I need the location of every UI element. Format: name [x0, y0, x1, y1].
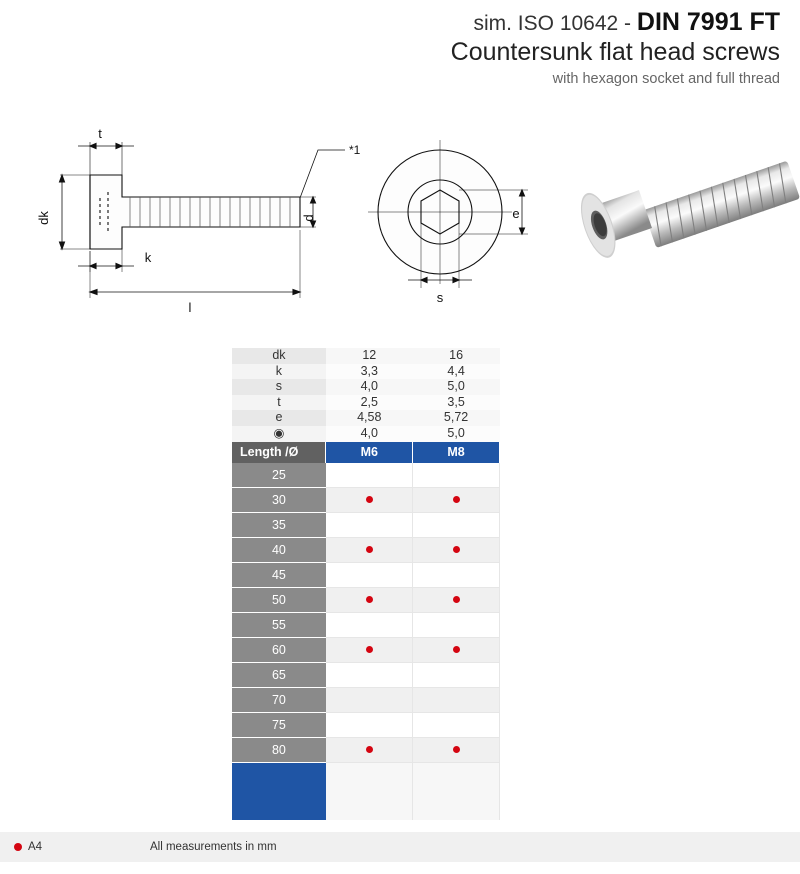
- spec-table-wrap: [232, 348, 500, 820]
- table-footer-accent: [232, 762, 326, 820]
- standard-line: [451, 8, 780, 36]
- header-dash: -: [618, 12, 637, 35]
- dimension-row: [232, 364, 500, 380]
- available-dot: [453, 596, 460, 603]
- label-t: t: [98, 126, 102, 141]
- length-value: 55: [232, 612, 326, 637]
- dimension-row: [232, 395, 500, 411]
- available-dot: [453, 496, 460, 503]
- dimension-value: 2,5: [326, 395, 413, 411]
- label-s: s: [436, 290, 444, 305]
- availability-m6[interactable]: [326, 637, 413, 662]
- availability-m8[interactable]: [413, 737, 500, 762]
- table-footer-row: [232, 762, 500, 820]
- available-dot: [366, 596, 373, 603]
- length-value: 30: [232, 487, 326, 512]
- availability-m6[interactable]: [326, 662, 413, 687]
- availability-m6[interactable]: [326, 562, 413, 587]
- iso-standard: sim. ISO 10642: [473, 12, 619, 35]
- dimension-row: [232, 348, 500, 364]
- table-row[interactable]: [232, 562, 500, 587]
- label-l: l: [188, 300, 192, 315]
- availability-m6[interactable]: [326, 712, 413, 737]
- availability-m8[interactable]: [413, 637, 500, 662]
- dimension-label: k: [232, 364, 326, 380]
- page-subtitle: with hexagon socket and full thread: [552, 71, 780, 87]
- availability-m6[interactable]: [326, 687, 413, 712]
- table-row[interactable]: [232, 512, 500, 537]
- dimension-value: 5,0: [413, 379, 500, 395]
- availability-m6[interactable]: [326, 587, 413, 612]
- availability-m8[interactable]: [413, 463, 500, 488]
- availability-m6[interactable]: [326, 463, 413, 488]
- available-dot: [366, 746, 373, 753]
- length-value: 75: [232, 712, 326, 737]
- length-value: 45: [232, 562, 326, 587]
- availability-m8[interactable]: [413, 537, 500, 562]
- table-header-row: [232, 442, 500, 463]
- available-dot: [366, 646, 373, 653]
- table-footer-empty: [413, 762, 500, 820]
- availability-m6[interactable]: [326, 612, 413, 637]
- dimension-label: s: [232, 379, 326, 395]
- dimension-rows: [232, 348, 500, 820]
- availability-m6[interactable]: [326, 537, 413, 562]
- availability-m8[interactable]: [413, 487, 500, 512]
- label-note: *1: [349, 143, 361, 157]
- table-row[interactable]: [232, 463, 500, 488]
- dimension-value: 5,72: [413, 410, 500, 426]
- dimension-value: 3,3: [326, 364, 413, 380]
- dimension-row: [232, 426, 500, 442]
- drawing-svg: [0, 120, 800, 330]
- label-k: k: [144, 250, 152, 265]
- availability-m8[interactable]: [413, 712, 500, 737]
- dimension-value: 4,4: [413, 364, 500, 380]
- table-row[interactable]: [232, 637, 500, 662]
- dimension-label-socket-icon: ◉: [232, 426, 326, 442]
- technical-drawing: [0, 120, 800, 330]
- availability-m8[interactable]: [413, 587, 500, 612]
- label-d: d: [301, 214, 316, 222]
- dimension-value: 3,5: [413, 395, 500, 411]
- dimension-value: 12: [326, 348, 413, 364]
- availability-m6[interactable]: [326, 487, 413, 512]
- length-value: 25: [232, 463, 326, 488]
- dimension-label: t: [232, 395, 326, 411]
- label-e: e: [512, 206, 520, 221]
- dimension-value: 4,58: [326, 410, 413, 426]
- availability-m6[interactable]: [326, 737, 413, 762]
- table-row[interactable]: [232, 712, 500, 737]
- page-title: Countersunk flat head screws: [450, 38, 780, 66]
- label-dk: dk: [36, 211, 51, 225]
- header-length: Length /Ø: [232, 442, 326, 463]
- table-row[interactable]: [232, 587, 500, 612]
- length-value: 80: [232, 737, 326, 762]
- header-m8[interactable]: M8: [413, 442, 500, 463]
- page-header: [451, 8, 780, 87]
- dimension-label: dk: [232, 348, 326, 364]
- available-dot: [366, 546, 373, 553]
- availability-m6[interactable]: [326, 512, 413, 537]
- availability-m8[interactable]: [413, 687, 500, 712]
- length-value: 50: [232, 587, 326, 612]
- screw-photo: [574, 161, 800, 262]
- table-row[interactable]: [232, 662, 500, 687]
- page-footer: [0, 832, 800, 862]
- availability-m8[interactable]: [413, 662, 500, 687]
- spec-table: [232, 348, 500, 820]
- availability-m8[interactable]: [413, 512, 500, 537]
- availability-m8[interactable]: [413, 612, 500, 637]
- table-footer-empty: [326, 762, 413, 820]
- available-dot: [453, 646, 460, 653]
- dimension-value: 4,0: [326, 379, 413, 395]
- material-legend: [0, 841, 150, 853]
- dimension-value: 16: [413, 348, 500, 364]
- din-standard: DIN 7991 FT: [636, 8, 780, 36]
- dimension-label: e: [232, 410, 326, 426]
- length-value: 65: [232, 662, 326, 687]
- table-row[interactable]: [232, 737, 500, 762]
- available-dot: [453, 546, 460, 553]
- length-value: 40: [232, 537, 326, 562]
- dimension-value: 5,0: [413, 426, 500, 442]
- length-value: 60: [232, 637, 326, 662]
- measurement-note: All measurements in mm: [150, 841, 277, 853]
- length-value: 35: [232, 512, 326, 537]
- length-value: 70: [232, 687, 326, 712]
- legend-dot-icon: [14, 843, 22, 851]
- table-row[interactable]: [232, 487, 500, 512]
- table-row[interactable]: [232, 612, 500, 637]
- dimension-row: [232, 410, 500, 426]
- material-label: A4: [28, 841, 43, 853]
- available-dot: [366, 496, 373, 503]
- dimension-value: 4,0: [326, 426, 413, 442]
- table-row[interactable]: [232, 537, 500, 562]
- available-dot: [453, 746, 460, 753]
- header-m6[interactable]: M6: [326, 442, 413, 463]
- table-row[interactable]: [232, 687, 500, 712]
- availability-m8[interactable]: [413, 562, 500, 587]
- dimension-row: [232, 379, 500, 395]
